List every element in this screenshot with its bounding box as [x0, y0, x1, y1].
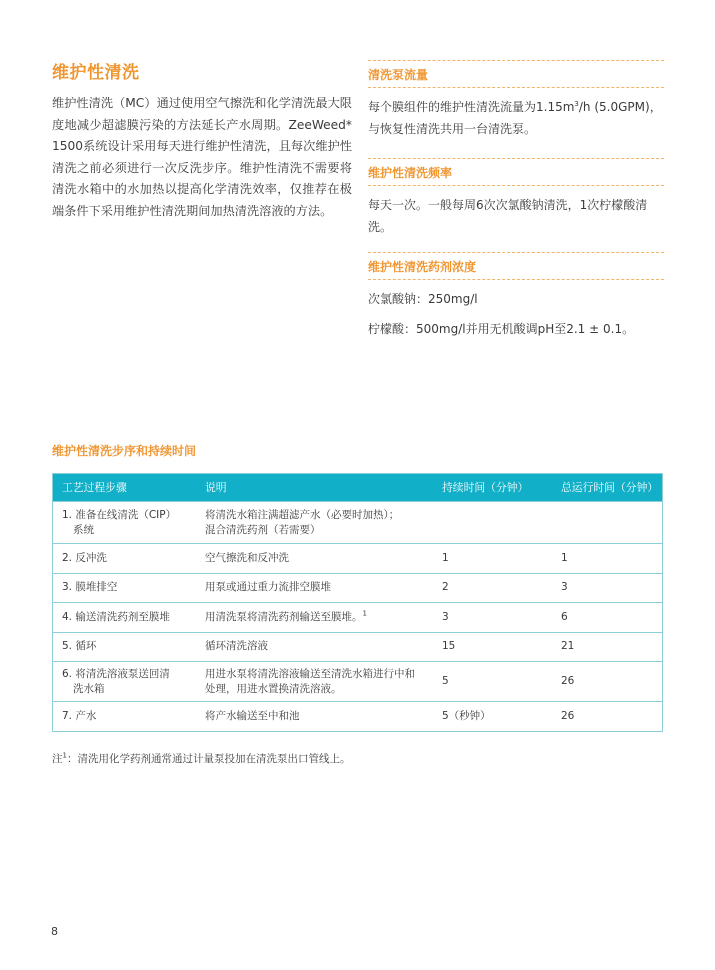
header-description: 说明 — [196, 474, 433, 502]
page-number: 8 — [51, 925, 58, 938]
total-cell: 26 — [552, 702, 663, 732]
description-text-cont: 混合清洗药剂（若需要） — [205, 523, 321, 536]
step-cell: 4. 输送清洗药剂至膜堆 — [53, 603, 197, 633]
description-text: 用清洗泵将清洗药剂输送至膜堆。 — [205, 610, 363, 623]
note-prefix: 注 — [52, 753, 63, 765]
total-cell: 21 — [552, 632, 663, 662]
description-text-cont: 处理，用进水置换清洗溶液。 — [205, 682, 342, 695]
header-duration: 持续时间（分钟） — [433, 474, 552, 502]
table-row — [53, 662, 663, 702]
pump-flow-text-a: 每个膜组件的维护性清洗流量为1.15m — [368, 100, 575, 114]
table-row — [53, 544, 663, 574]
cleaning-steps-table — [52, 473, 663, 732]
dashed-divider — [368, 87, 664, 88]
dashed-divider — [368, 185, 664, 186]
description-cell: 用泵或通过重力流排空膜堆 — [196, 573, 433, 603]
note-superscript: 1 — [62, 751, 67, 760]
table-footnote — [52, 751, 350, 766]
section-paragraph: 维护性清洗（MC）通过使用空气擦洗和化学清洗最大限度地减少超滤膜污染的方法延长产水周期。ZeeWeed* 1500系统设计采用每天进行维护性清洗，且每次维护性清洗之前必须进行一次反洗步序。维护性清洗不需要将清洗水箱中的水加热以提高化学清洗效率，仅推荐在极端条件下采用维护性清洗期间加热清洗溶液的方法。 — [52, 96, 352, 218]
header-total-time: 总运行时间（分钟） — [552, 474, 663, 502]
frequency-heading: 维护性清洗频率 — [368, 166, 453, 180]
total-cell — [552, 502, 663, 544]
step-cell — [53, 662, 197, 702]
superscript: 3 — [574, 100, 579, 108]
duration-cell: 5 — [433, 662, 552, 702]
frequency-text: 每天一次。一般每周6次次氯酸钠清洗，1次柠檬酸清洗。 — [368, 198, 648, 234]
table-row — [53, 603, 663, 633]
table-row — [53, 573, 663, 603]
table-title: 维护性清洗步序和持续时间 — [52, 444, 197, 458]
step-cell — [53, 502, 197, 544]
concentration-heading: 维护性清洗药剂浓度 — [368, 260, 477, 274]
pump-flow-text-b: /h (5.0GPM)，与恢复性清洗共用一台清洗泵。 — [368, 100, 662, 136]
description-cell: 将产水输送至中和池 — [196, 702, 433, 732]
total-cell: 3 — [552, 573, 663, 603]
step-cell: 3. 膜堆排空 — [53, 573, 197, 603]
step-cell: 2. 反冲洗 — [53, 544, 197, 574]
duration-cell: 5（秒钟） — [433, 702, 552, 732]
description-cell: 循环清洗溶液 — [196, 632, 433, 662]
step-text: 1. 准备在线清洗（CIP） — [62, 508, 177, 521]
description-text: 将清洗水箱注满超滤产水（必要时加热）； — [205, 508, 400, 521]
table-row — [53, 702, 663, 732]
step-cell: 7. 产水 — [53, 702, 197, 732]
description-cell: 空气擦洗和反冲洗 — [196, 544, 433, 574]
sidebar-specs — [368, 60, 664, 340]
total-cell: 6 — [552, 603, 663, 633]
pump-flow-text — [368, 96, 664, 140]
duration-cell: 3 — [433, 603, 552, 633]
note-text: ：清洗用化学药剂通常通过计量泵投加在清洗泵出口管线上。 — [66, 753, 351, 765]
step-text-cont: 洗水箱 — [73, 682, 105, 695]
step-text-cont: 系统 — [73, 523, 94, 536]
step-text: 6. 将清洗溶液泵送回清 — [62, 667, 170, 680]
duration-cell: 2 — [433, 573, 552, 603]
total-cell: 1 — [552, 544, 663, 574]
concentration-line-2: 柠檬酸：500mg/l并用无机酸调pH至2.1 ± 0.1。 — [368, 322, 635, 336]
concentration-line-1: 次氯酸钠：250mg/l — [368, 292, 478, 306]
description-cell — [196, 662, 433, 702]
duration-cell: 15 — [433, 632, 552, 662]
footnote-ref: 1 — [362, 609, 367, 618]
pump-flow-heading: 清洗泵流量 — [368, 68, 429, 82]
table-header-row — [53, 474, 663, 502]
total-cell: 26 — [552, 662, 663, 702]
description-cell — [196, 502, 433, 544]
description-text: 用进水泵将清洗溶液输送至清洗水箱进行中和 — [205, 667, 415, 680]
step-cell: 5. 循环 — [53, 632, 197, 662]
header-step: 工艺过程步骤 — [53, 474, 197, 502]
table-row — [53, 502, 663, 544]
duration-cell: 1 — [433, 544, 552, 574]
dashed-divider — [368, 279, 664, 280]
table-row — [53, 632, 663, 662]
maintenance-cleaning-section — [52, 58, 352, 222]
section-title: 维护性清洗 — [52, 63, 140, 83]
duration-cell — [433, 502, 552, 544]
description-cell — [196, 603, 433, 633]
